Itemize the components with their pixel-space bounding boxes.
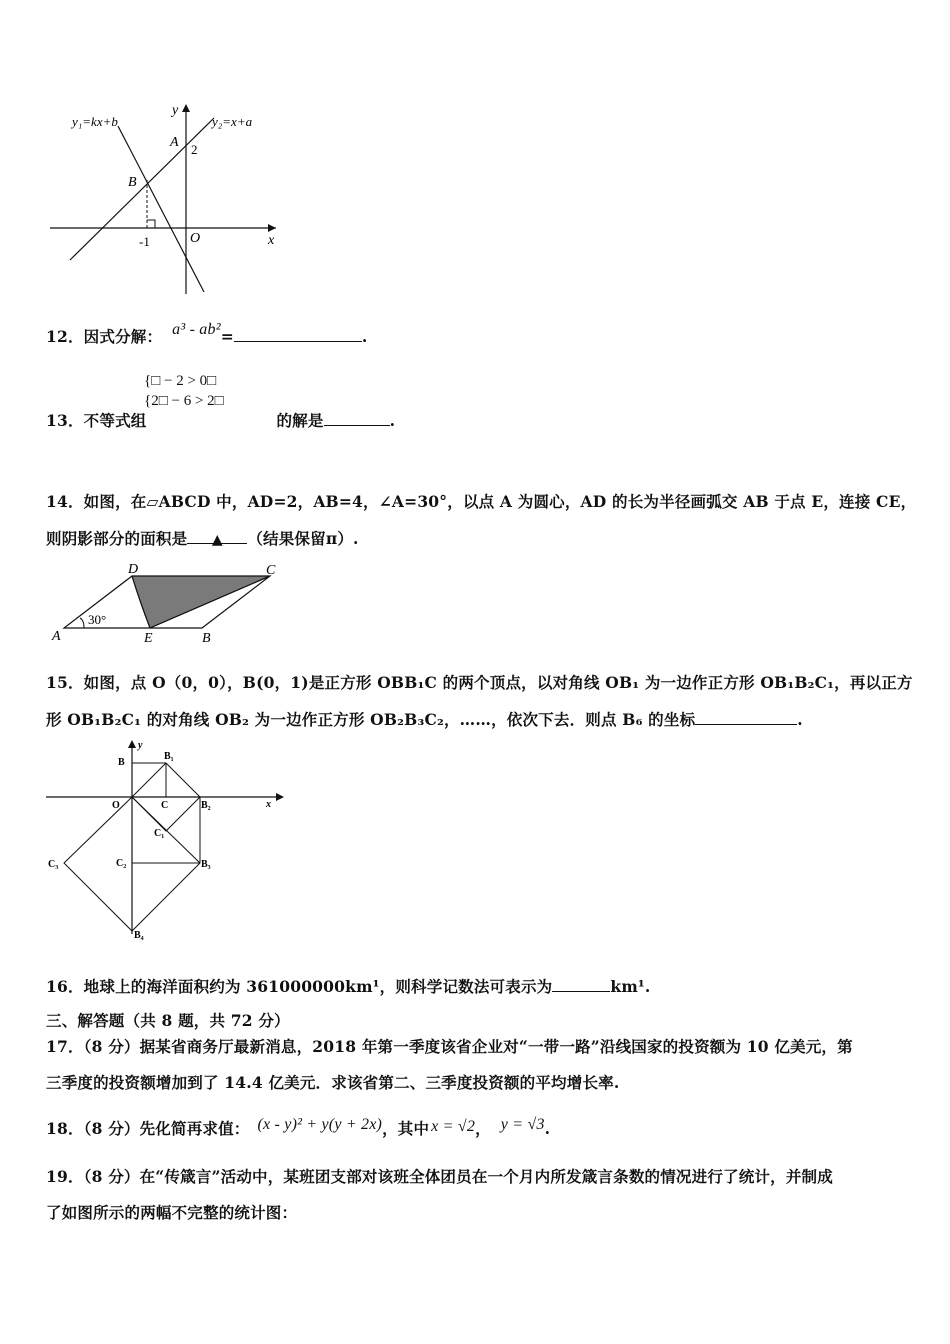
y-axis-arrow xyxy=(128,740,136,748)
label-b: B xyxy=(202,631,211,646)
q15-end: . xyxy=(797,710,803,729)
q13-row-2: {2□ − 6 > 2□ xyxy=(144,393,224,409)
q16-post: km¹. xyxy=(610,977,651,996)
q13-row-1: {□ − 2 > 0□ xyxy=(144,373,217,389)
q18-expression: (x - y)² + y(y + 2x) xyxy=(257,1116,383,1133)
q15-answer-blank[interactable] xyxy=(695,710,797,725)
label-y2: y₂=x+a xyxy=(212,114,253,129)
shaded-region xyxy=(132,576,270,628)
diagonal-ob1 xyxy=(132,763,166,797)
q18-pre: 18．（8 分）先化简再求值： xyxy=(46,1119,250,1138)
label-c1: C₁ xyxy=(154,828,165,839)
label-x: x xyxy=(266,799,271,810)
q13-prefix: 13．不等式组 xyxy=(46,411,147,430)
q16-answer-blank[interactable] xyxy=(552,977,610,992)
q12-prefix: 12．因式分解： xyxy=(46,327,163,346)
label-y1: y₁=kx+b xyxy=(72,114,118,129)
label-axis-x: x xyxy=(268,233,275,248)
label-d: D xyxy=(128,562,139,577)
label-axis-y: y xyxy=(172,103,179,118)
question-14-line-1: 14．如图，在▱ABCD 中，AD=2，AB=4，∠A=30°，以点 A 为圆心，AD 的长为半径画弧交 AB 于点 E，连接 CE， xyxy=(46,492,917,511)
question-16 xyxy=(46,975,651,997)
linear-functions-figure xyxy=(44,100,284,300)
q12-equals: = xyxy=(220,327,234,346)
question-12 xyxy=(46,321,368,347)
label-e: E xyxy=(144,631,153,646)
question-19-line-1: 19．（8 分）在“传箴言”活动中，某班团支部对该班全体团员在一个月内所发箴言条数的情况进行了统计，并制成 xyxy=(46,1167,833,1186)
label-y: y xyxy=(138,740,143,751)
label-c3: C₃ xyxy=(48,859,59,870)
label-b1: B₁ xyxy=(164,751,174,762)
q18-end: . xyxy=(544,1119,551,1138)
label-c: C xyxy=(266,563,276,578)
q18-y-value: y = √3 xyxy=(500,1116,545,1133)
q12-expression: a³ - ab² xyxy=(172,321,221,338)
label-c2: C₂ xyxy=(116,858,127,869)
label-a: A xyxy=(52,629,61,644)
label-tick-neg1: -1 xyxy=(139,234,150,249)
q14-line2-post: （结果保留π）. xyxy=(247,529,359,548)
q13-suffix: 的解是 xyxy=(276,411,324,430)
q12-answer-blank[interactable] xyxy=(234,327,362,342)
label-o: O xyxy=(112,800,120,811)
label-tick-2: 2 xyxy=(191,142,198,157)
q18-sep: ， xyxy=(475,1119,491,1138)
label-origin: O xyxy=(190,231,201,246)
question-14-line-2 xyxy=(46,527,359,549)
section-heading: 三、解答题（共 8 题，共 72 分） xyxy=(46,1011,290,1030)
q12-end: . xyxy=(361,327,368,346)
question-17-line-2: 三季度的投资额增加到了 14.4 亿美元．求该省第二、三季度投资额的平均增长率. xyxy=(46,1073,620,1092)
question-18 xyxy=(46,1117,550,1139)
q14-line2-pre: 则阴影部分的面积是 xyxy=(46,529,188,548)
label-point-a: A xyxy=(170,135,179,150)
q18-x-value: x = √2 xyxy=(431,1118,476,1135)
q13-end: . xyxy=(389,411,396,430)
q13-system xyxy=(144,371,224,411)
label-b2: B₂ xyxy=(201,800,211,811)
q13-answer-blank[interactable] xyxy=(324,411,390,426)
label-b4: B₄ xyxy=(134,930,144,941)
question-19-line-2: 了如图所示的两幅不完整的统计图： xyxy=(46,1203,298,1222)
question-15-line-1: 15．如图，点 O（0，0），B(0，1)是正方形 OBB₁C 的两个顶点，以对角线 OB₁ 为一边作正方形 OB₁B₂C₁，再以正方 xyxy=(46,673,913,692)
question-17-line-1: 17．（8 分）据某省商务厅最新消息，2018 年第一季度该省企业对“一带一路”沿线国家的投资额为 10 亿美元，第 xyxy=(46,1037,853,1056)
angle-arc xyxy=(80,618,84,628)
label-angle: 30° xyxy=(88,612,107,627)
label-point-b: B xyxy=(128,175,137,190)
squares-figure xyxy=(44,736,294,942)
q15-line2-text: 形 OB₁B₂C₁ 的对角线 OB₂ 为一边作正方形 OB₂B₃C₂，……，依次下去．则点 B₆ 的坐标 xyxy=(46,710,696,729)
label-b: B xyxy=(118,757,125,768)
y-axis-arrow xyxy=(182,104,190,112)
q18-mid: ，其中 xyxy=(382,1119,430,1138)
parallelogram-figure xyxy=(46,562,286,648)
question-13 xyxy=(46,409,395,431)
x-axis-arrow xyxy=(276,793,284,801)
label-c: C xyxy=(161,800,169,811)
triangle-marker-icon: ▲ xyxy=(211,532,223,548)
x-axis-arrow xyxy=(268,224,276,232)
q16-pre: 16．地球上的海洋面积约为 361000000km¹，则科学记数法可表示为 xyxy=(46,977,553,996)
label-b3: B₃ xyxy=(201,859,211,870)
question-15-line-2 xyxy=(46,708,803,730)
right-angle-mark xyxy=(147,220,155,228)
q14-answer-blank[interactable] xyxy=(187,529,247,548)
